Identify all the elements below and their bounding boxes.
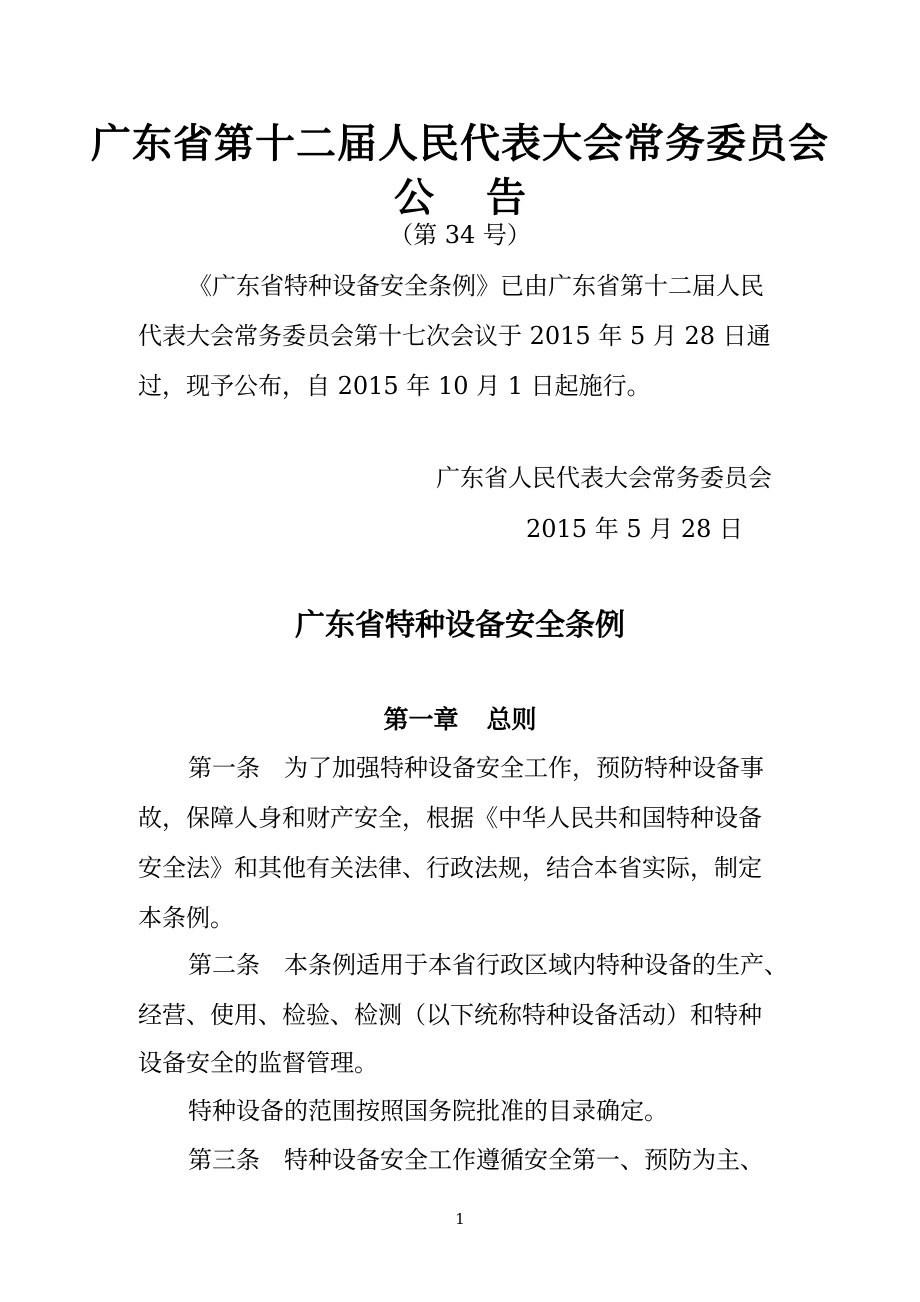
article-3-line-1 (188, 1140, 764, 1175)
article-1-number: 第一条 (188, 754, 260, 782)
article-2-paragraph-2: 特种设备的范围按照国务院批准的目录确定。 (188, 1097, 668, 1125)
announcement-issuer: 广东省人民代表大会常务委员会 (436, 464, 772, 492)
announcement-date: 2015 年 5 月 28 日 (526, 515, 744, 543)
article-2-line-1 (188, 945, 788, 980)
notice-issuer-title: 广东省第十二届人民代表大会常务委员会 (91, 121, 829, 167)
notice-number: （第 34 号） (389, 221, 531, 249)
announcement-line-2: 代表大会常务委员会第十七次会议于 2015 年 5 月 28 日通 (138, 322, 771, 350)
notice-heading-char-1: 公 (394, 175, 434, 221)
page-number: 1 (455, 1210, 465, 1228)
article-2-number: 第二条 (188, 951, 260, 979)
regulation-title: 广东省特种设备安全条例 (295, 608, 625, 643)
article-2-text-1: 本条例适用于本省行政区域内特种设备的生产、 (284, 951, 788, 979)
article-1-line-1 (188, 748, 764, 783)
article-1-text-1: 为了加强特种设备安全工作，预防特种设备事 (284, 754, 764, 782)
article-3-number: 第三条 (188, 1146, 260, 1174)
article-1-line-4: 本条例。 (138, 904, 234, 932)
announcement-line-1: 《广东省特种设备安全条例》已由广东省第十二届人民 (188, 272, 764, 300)
chapter-number: 第一章 (383, 705, 459, 734)
announcement-line-3: 过，现予公布，自 2015 年 10 月 1 日起施行。 (138, 372, 651, 400)
article-2-line-3: 设备安全的监督管理。 (138, 1049, 378, 1077)
article-2-line-2: 经营、使用、检验、检测（以下统称特种设备活动）和特种 (138, 1001, 762, 1029)
chapter-heading (0, 700, 920, 736)
chapter-name: 总则 (486, 705, 537, 734)
article-1-line-3: 安全法》和其他有关法律、行政法规，结合本省实际，制定 (138, 854, 762, 882)
notice-heading-char-2: 告 (486, 175, 526, 221)
article-1-line-2: 故，保障人身和财产安全，根据《中华人民共和国特种设备 (138, 804, 762, 832)
article-3-text-1: 特种设备安全工作遵循安全第一、预防为主、 (284, 1146, 764, 1174)
